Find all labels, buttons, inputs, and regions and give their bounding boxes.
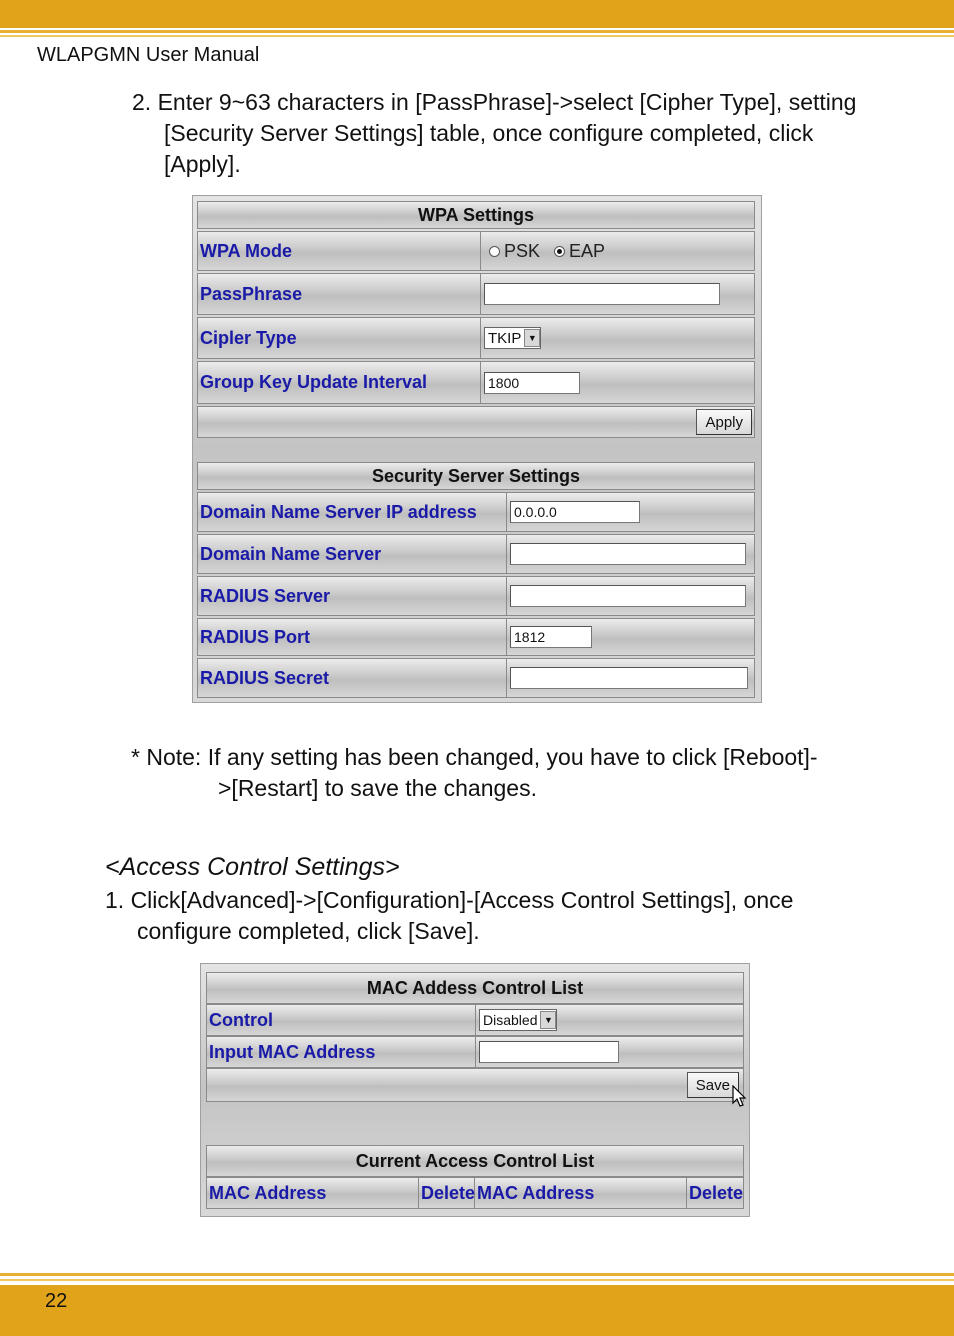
- wpa-settings-title: WPA Settings: [418, 204, 534, 225]
- cipher-type-label: Cipler Type: [198, 318, 481, 358]
- wpa-mode-eap-radio[interactable]: EAP: [554, 241, 605, 262]
- dropdown-arrow-icon[interactable]: ▼: [540, 1011, 556, 1029]
- input-mac-label: Input MAC Address: [207, 1037, 476, 1067]
- note-text: [131, 742, 818, 804]
- manual-title: WLAPGMN User Manual: [37, 44, 260, 66]
- wpa-mode-options: [481, 232, 754, 270]
- radio-selected-icon: [554, 246, 565, 257]
- mac-control-screenshot: [200, 963, 750, 1217]
- mac-control-header: [206, 972, 744, 1004]
- wpa-settings-screenshot: [192, 195, 762, 703]
- apply-row: [197, 406, 755, 438]
- radius-port-label: RADIUS Port: [198, 619, 507, 655]
- control-row: [206, 1004, 744, 1036]
- top-rule: [0, 30, 954, 33]
- dns-label: Domain Name Server: [198, 535, 507, 573]
- dns-ip-label: Domain Name Server IP address: [198, 493, 507, 531]
- save-row: [206, 1068, 744, 1102]
- bottom-accent-bar: [0, 1285, 954, 1336]
- column-delete-2: Delete: [688, 1182, 743, 1203]
- passphrase-input[interactable]: [484, 283, 720, 305]
- step-2-line-1: 2. Enter 9~63 characters in [PassPhrase]->select [Cipher Type], setting: [132, 89, 857, 115]
- note-line-1: * Note: If any setting has been changed, you have to click [Reboot]-: [131, 744, 818, 770]
- control-label: Control: [207, 1005, 476, 1035]
- wpa-mode-label: WPA Mode: [198, 232, 481, 270]
- bottom-rule-thin: [0, 1279, 954, 1281]
- dns-row: [197, 534, 755, 574]
- radius-port-input[interactable]: 1812: [510, 626, 592, 648]
- input-mac-row: [206, 1036, 744, 1068]
- wpa-mode-psk-radio[interactable]: PSK: [489, 241, 540, 262]
- step-2-line-2: [Security Server Settings] table, once configure completed, click: [164, 120, 814, 146]
- security-server-title: Security Server Settings: [371, 465, 581, 486]
- note-line-2: >[Restart] to save the changes.: [218, 775, 537, 801]
- column-delete-1: Delete: [419, 1178, 475, 1208]
- page-number: 22: [45, 1290, 68, 1312]
- dns-ip-input[interactable]: 0.0.0.0: [510, 501, 640, 523]
- top-rule-thin: [0, 35, 954, 37]
- wpa-mode-row: [197, 231, 755, 271]
- group-key-interval-input[interactable]: 1800: [484, 372, 580, 394]
- cipher-type-row: [197, 317, 755, 359]
- access-step-line-1: 1. Click[Advanced]->[Configuration]-[Access Control Settings], once: [105, 887, 794, 913]
- column-mac-address-2: MAC Address: [475, 1178, 687, 1208]
- access-step-line-2: configure completed, click [Save].: [137, 918, 480, 944]
- access-control-heading: <Access Control Settings>: [105, 853, 400, 881]
- radius-server-row: [197, 576, 755, 616]
- radius-secret-input[interactable]: [510, 667, 748, 689]
- dropdown-arrow-icon[interactable]: ▼: [524, 329, 540, 347]
- save-button[interactable]: Save: [687, 1072, 739, 1098]
- bottom-rule: [0, 1273, 954, 1276]
- mac-control-title: MAC Addess Control List: [366, 977, 584, 998]
- mouse-cursor-icon: [732, 1085, 748, 1109]
- radius-secret-label: RADIUS Secret: [198, 659, 507, 697]
- group-key-interval-row: [197, 361, 755, 404]
- step-2-line-3: [Apply].: [164, 151, 241, 177]
- passphrase-row: [197, 273, 755, 315]
- access-step-text: [105, 885, 793, 947]
- radius-server-input[interactable]: [510, 585, 746, 607]
- dns-ip-row: [197, 492, 755, 532]
- radius-server-label: RADIUS Server: [198, 577, 507, 615]
- current-list-title: Current Access Control List: [355, 1150, 595, 1171]
- security-server-header: [197, 462, 755, 490]
- column-mac-address-1: MAC Address: [207, 1178, 419, 1208]
- radio-icon: [489, 246, 500, 257]
- group-key-interval-label: Group Key Update Interval: [198, 362, 481, 403]
- radius-secret-row: [197, 658, 755, 698]
- apply-button[interactable]: Apply: [696, 409, 752, 435]
- dns-input[interactable]: [510, 543, 746, 565]
- input-mac-field[interactable]: [479, 1041, 619, 1063]
- passphrase-label: PassPhrase: [198, 274, 481, 314]
- radius-port-row: [197, 618, 755, 656]
- cipher-type-select[interactable]: TKIP ▼: [484, 327, 541, 349]
- step-2-text: [132, 87, 856, 180]
- top-accent-bar: [0, 0, 954, 28]
- current-list-columns: [206, 1177, 744, 1209]
- wpa-settings-header: [197, 201, 755, 229]
- current-list-header: [206, 1145, 744, 1177]
- control-select[interactable]: Disabled ▼: [479, 1009, 557, 1031]
